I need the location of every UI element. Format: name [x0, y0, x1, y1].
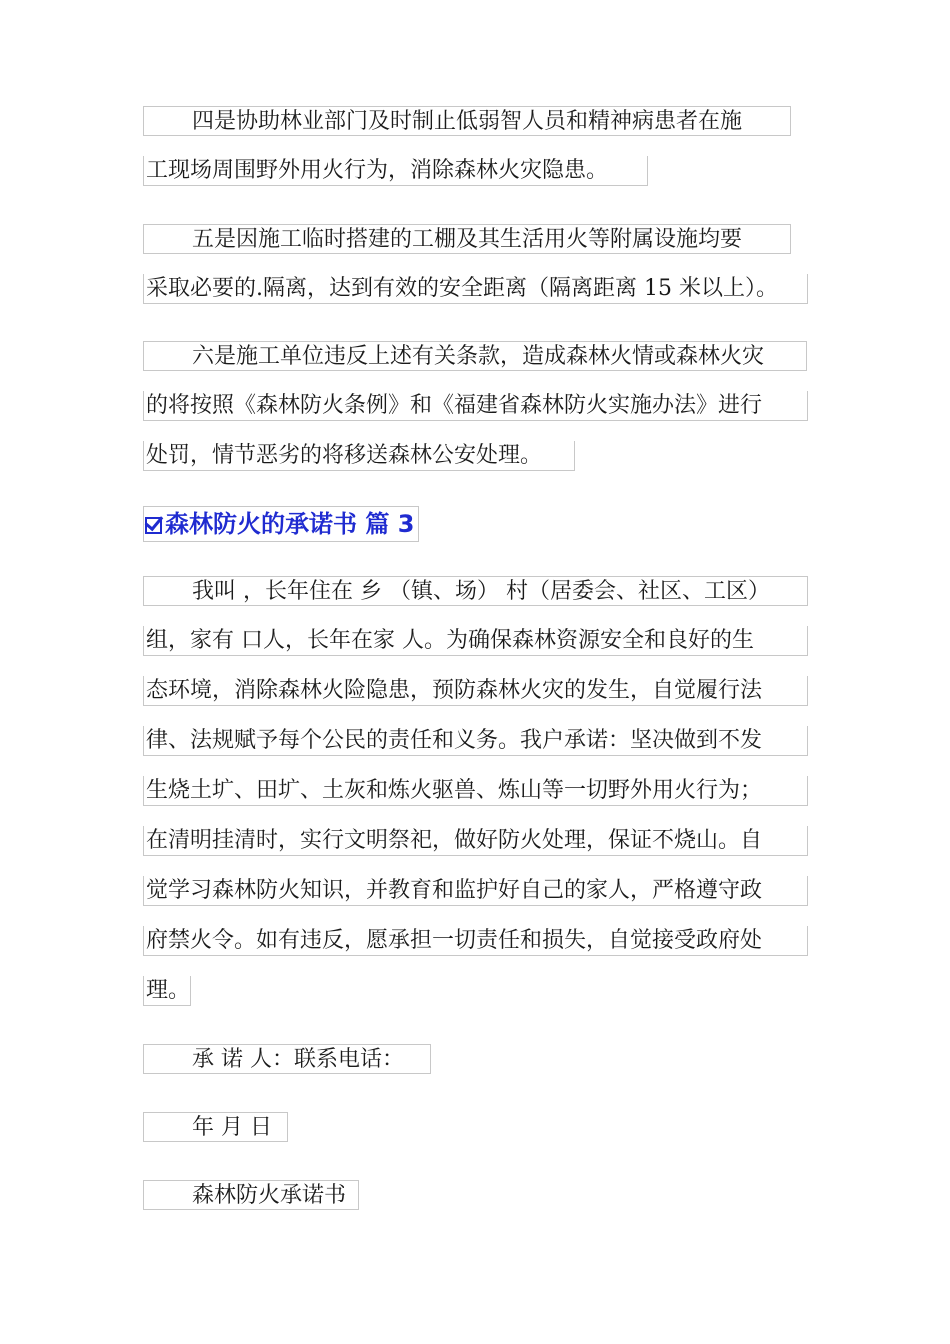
section-heading	[143, 506, 419, 542]
paragraph-six-line-2: 的将按照《森林防火条例》和《福建省森林防火实施办法》进行	[143, 391, 808, 421]
paragraph-four-line-1: 四是协助林业部门及时制止低弱智人员和精神病患者在施	[143, 106, 791, 136]
pledge-line-3: 态环境，消除森林火险隐患，预防森林火灾的发生，自觉履行法	[143, 676, 808, 706]
section-heading-title: 森林防火的承诺书 篇 3	[165, 510, 415, 538]
paragraph-five-line-2: 采取必要的.隔离，达到有效的安全距离（隔离距离 15 米以上）。	[143, 274, 808, 304]
paragraph-six-line-1: 六是施工单位违反上述有关条款，造成森林火情或森林火灾	[143, 341, 807, 371]
pledge-line-1: 我叫 ，长年住在 乡 （镇、场） 村（居委会、社区、工区）	[143, 576, 808, 606]
pledge-line-8: 府禁火令。如有违反，愿承担一切责任和损失，自觉接受政府处	[143, 926, 808, 956]
pledge-line-2: 组，家有 口人，长年在家 人。为确保森林资源安全和良好的生	[143, 626, 808, 656]
pledge-line-7: 觉学习森林防火知识，并教育和监护好自己的家人，严格遵守政	[143, 876, 808, 906]
pledge-line-6: 在清明挂清时，实行文明祭祀，做好防火处理，保证不烧山。自	[143, 826, 808, 856]
checkbox-icon	[145, 517, 162, 534]
signature-line: 承 诺 人：联系电话：	[143, 1044, 431, 1074]
next-title: 森林防火承诺书	[143, 1180, 359, 1210]
paragraph-six-line-3: 处罚，情节恶劣的将移送森林公安处理。	[143, 441, 575, 471]
pledge-line-5: 生烧土圹、田圹、土灰和炼火驱兽、炼山等一切野外用火行为；	[143, 776, 808, 806]
paragraph-five-line-1: 五是因施工临时搭建的工棚及其生活用火等附属设施均要	[143, 224, 791, 254]
date-line: 年 月 日	[143, 1112, 288, 1142]
paragraph-four-line-2: 工现场周围野外用火行为，消除森林火灾隐患。	[143, 156, 648, 186]
pledge-line-4: 律、法规赋予每个公民的责任和义务。我户承诺：坚决做到不发	[143, 726, 808, 756]
pledge-line-9: 理。	[143, 976, 191, 1006]
